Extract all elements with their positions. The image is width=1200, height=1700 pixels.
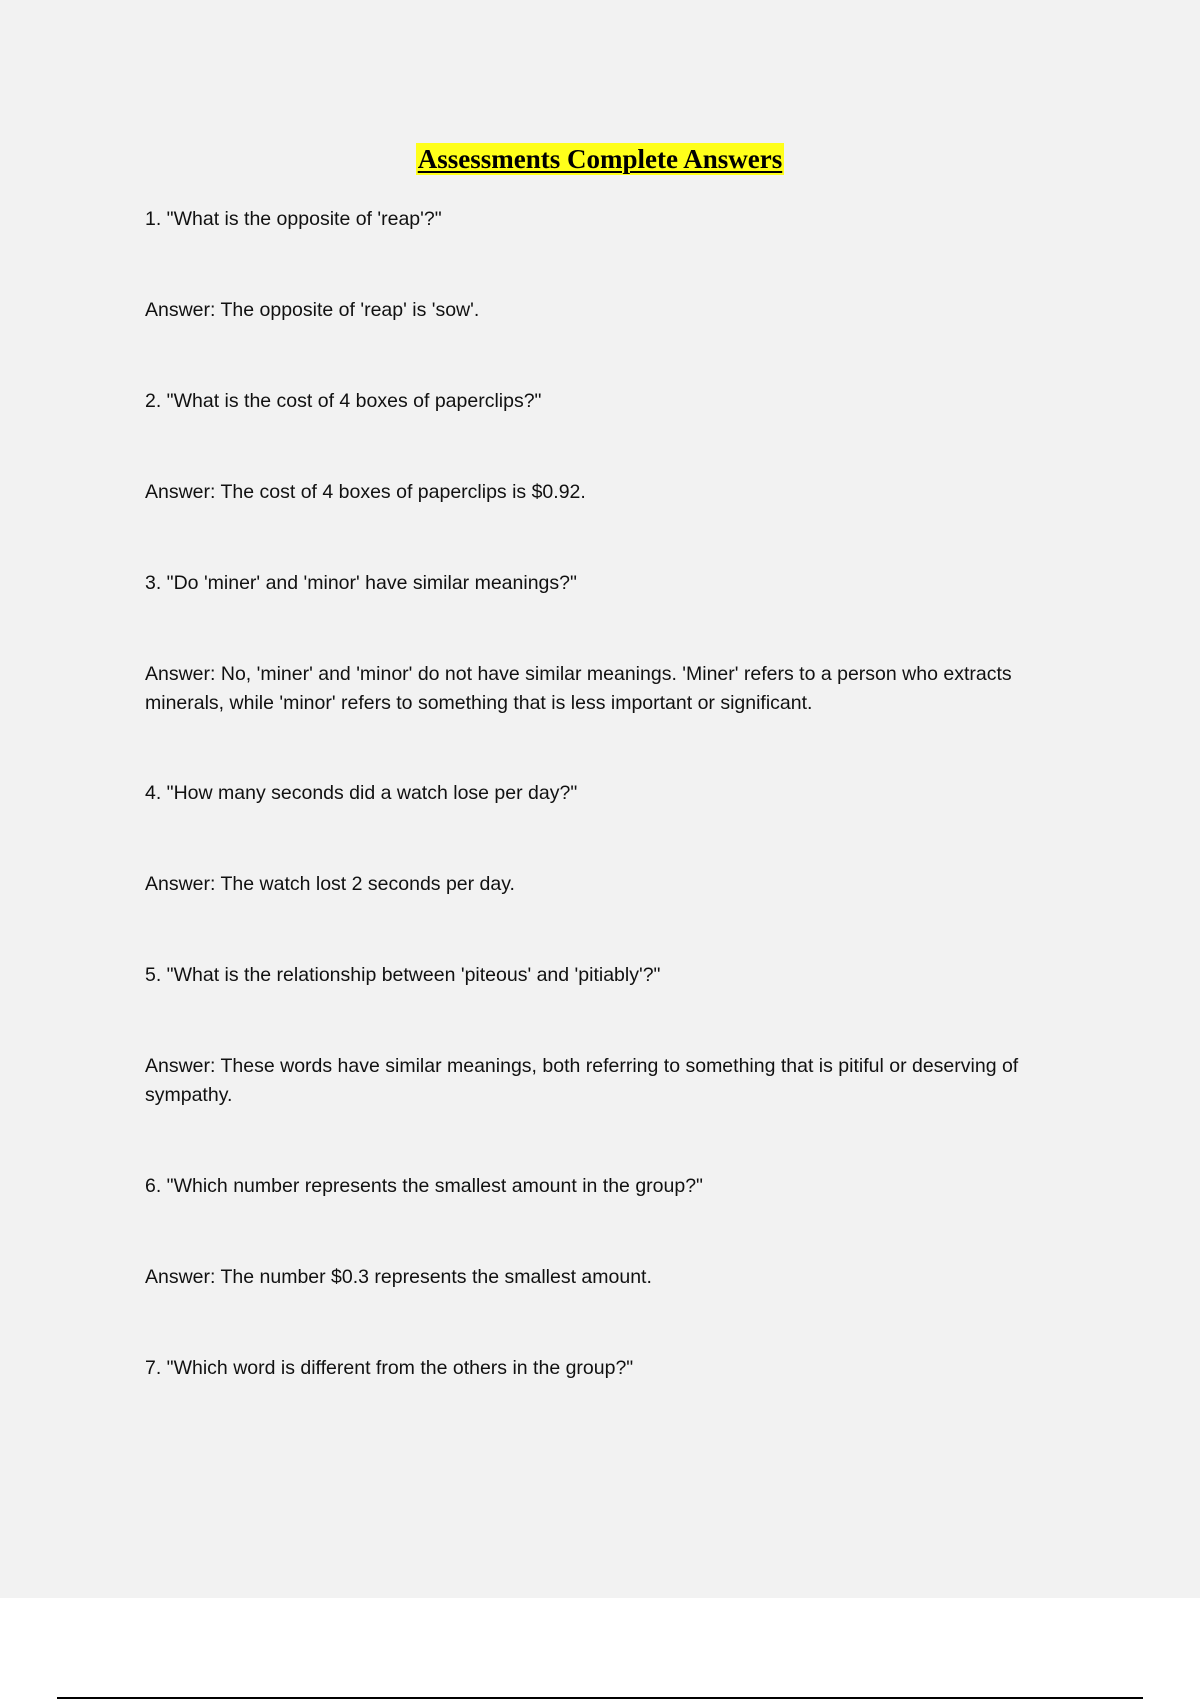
answer-6: Answer: The number $0.3 represents the smallest amount. bbox=[145, 1266, 652, 1288]
question-6: 6. "Which number represents the smallest amount in the group?" bbox=[145, 1175, 703, 1197]
answer-2: Answer: The cost of 4 boxes of paperclips is $0.92. bbox=[145, 481, 586, 503]
answer-1: Answer: The opposite of 'reap' is 'sow'. bbox=[145, 299, 480, 321]
question-4: 4. "How many seconds did a watch lose per day?" bbox=[145, 782, 578, 804]
answer-4: Answer: The watch lost 2 seconds per day. bbox=[145, 873, 515, 895]
question-1: 1. "What is the opposite of 'reap'?" bbox=[145, 208, 442, 230]
footer-rule bbox=[57, 1697, 1143, 1699]
answer-3: Answer: No, 'miner' and 'minor' do not have similar meanings. 'Miner' refers to a person who extracts minerals, while 'minor' refers to something that is less important or significant. bbox=[145, 663, 1012, 714]
question-2: 2. "What is the cost of 4 boxes of paperclips?" bbox=[145, 390, 542, 412]
question-5: 5. "What is the relationship between 'piteous' and 'pitiably'?" bbox=[145, 964, 661, 986]
question-7: 7. "Which word is different from the others in the group?" bbox=[145, 1357, 634, 1379]
document-title: Assessments Complete Answers bbox=[417, 144, 783, 174]
answer-5: Answer: These words have similar meanings, both referring to something that is pitiful or deserving of sympathy. bbox=[145, 1055, 1019, 1106]
title-container bbox=[0, 143, 1200, 175]
question-3: 3. "Do 'miner' and 'minor' have similar meanings?" bbox=[145, 572, 577, 594]
